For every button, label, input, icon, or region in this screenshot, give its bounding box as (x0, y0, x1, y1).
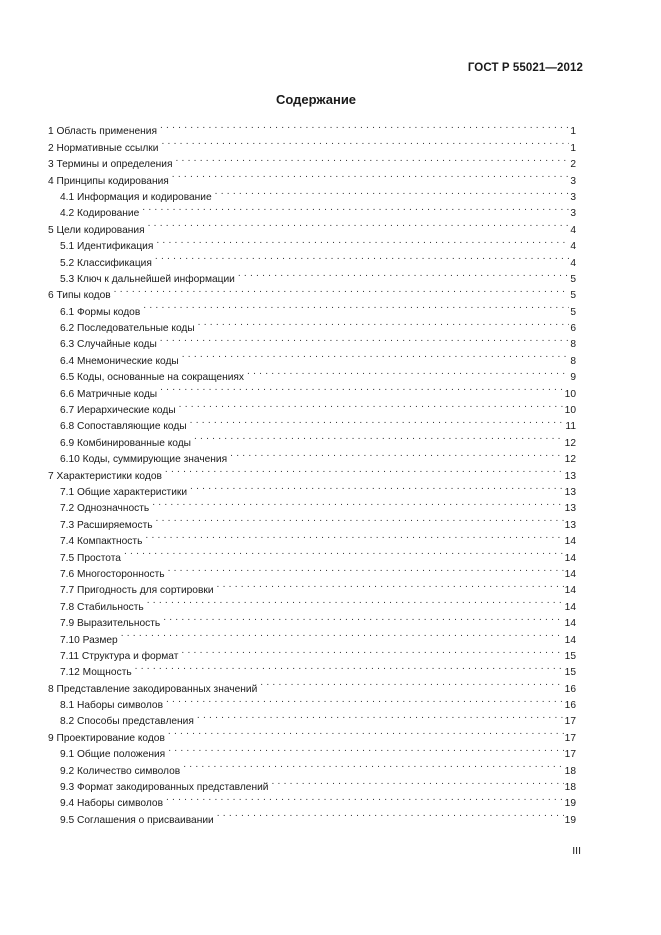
toc-dot-leader (165, 462, 564, 478)
toc-entry-title: 5.1 Идентификация (60, 241, 154, 253)
toc-dot-leader (181, 643, 563, 659)
toc-entry-page: 14 (564, 634, 576, 646)
toc-entry-page: 15 (564, 667, 576, 679)
toc-entry-page: 17 (564, 749, 576, 761)
toc-entry-page: 12 (564, 454, 576, 466)
document-code-header: ГОСТ Р 55021—2012 (467, 62, 583, 74)
toc-dot-leader (161, 134, 569, 150)
toc-section-entry[interactable] (48, 118, 576, 138)
toc-dot-leader (168, 561, 564, 577)
toc-entry-title: 7.5 Простота (60, 552, 121, 564)
toc-entry-title: 6.7 Иерархические коды (60, 405, 176, 417)
toc-entry-page: 2 (570, 159, 576, 171)
toc-entry-page: 5 (570, 290, 576, 302)
toc-entry-page: 15 (564, 650, 576, 662)
toc-dot-leader (238, 266, 569, 282)
toc-dot-leader (217, 577, 564, 593)
toc-dot-leader (148, 216, 570, 232)
toc-dot-leader (135, 659, 564, 675)
toc-dot-leader (271, 774, 563, 790)
toc-entry-page: 3 (570, 191, 576, 203)
toc-dot-leader (166, 692, 564, 708)
toc-entry-title: 6.5 Коды, основанные на сокращениях (60, 372, 245, 384)
toc-entry-title: 7.2 Однозначность (60, 503, 150, 515)
toc-dot-leader (142, 200, 569, 216)
toc-entry-page: 19 (564, 814, 576, 826)
toc-entry-page: 6 (570, 323, 576, 335)
toc-entry-page: 19 (564, 798, 576, 810)
toc-entry-page: 3 (570, 175, 576, 187)
toc-entry-title: 7.8 Стабильность (60, 601, 144, 613)
toc-entry-title: 6.2 Последовательные коды (60, 323, 195, 335)
toc-entry-title: 6 Типы кодов (48, 290, 111, 302)
toc-dot-leader (168, 724, 564, 740)
toc-entry-title: 8 Представление закодированных значений (48, 683, 258, 695)
toc-entry-page: 14 (564, 601, 576, 613)
toc-entry-title: 9.2 Количество символов (60, 765, 181, 777)
toc-entry-page: 16 (564, 700, 576, 712)
toc-dot-leader (182, 347, 570, 363)
toc-entry-title: 8.2 Способы представления (60, 716, 194, 728)
toc-entry-title: 6.4 Мнемонические коды (60, 355, 179, 367)
page-number: III (572, 845, 581, 857)
toc-entry-title: 2 Нормативные ссылки (48, 142, 159, 154)
toc-entry-title: 6.8 Сопоставляющие коды (60, 421, 187, 433)
toc-dot-leader (156, 233, 569, 249)
toc-entry-page: 10 (564, 405, 576, 417)
toc-entry-title: 3 Термины и определения (48, 159, 173, 171)
toc-entry-page: 14 (564, 536, 576, 548)
toc-dot-leader (194, 429, 564, 445)
toc-entry-title: 4.1 Информация и кодирование (60, 191, 212, 203)
toc-dot-leader (175, 151, 569, 167)
toc-dot-leader (160, 118, 569, 134)
toc-entry-title: 9.1 Общие положения (60, 749, 166, 761)
toc-title: Содержание (275, 92, 357, 107)
toc-entry-title: 9 Проектирование кодов (48, 732, 165, 744)
toc-dot-leader (217, 806, 564, 822)
toc-entry-page: 1 (570, 126, 576, 138)
toc-subsection-entry[interactable] (48, 298, 576, 318)
toc-dot-leader (260, 675, 563, 691)
toc-entry-title: 7.12 Мощность (60, 667, 132, 679)
toc-entry-title: 9.5 Соглашения о присваивании (60, 814, 214, 826)
toc-subsection-entry[interactable] (48, 561, 576, 580)
toc-dot-leader (114, 282, 570, 298)
toc-entry-title: 7 Характеристики кодов (48, 470, 162, 482)
toc-entry-page: 18 (564, 782, 576, 794)
toc-entry-title: 7.9 Выразительность (60, 618, 161, 630)
toc-dot-leader (124, 544, 564, 560)
toc-entry-page: 13 (564, 470, 576, 482)
toc-entry-title: 7.6 Многосторонность (60, 568, 165, 580)
toc-subsection-entry[interactable] (48, 626, 576, 646)
toc-entry-page: 4 (570, 224, 576, 236)
toc-dot-leader (190, 479, 564, 495)
toc-dot-leader (198, 315, 570, 331)
toc-entry-title: 7.4 Компактность (60, 536, 143, 548)
toc-entry-page: 13 (564, 486, 576, 498)
toc-entry-page: 12 (564, 437, 576, 449)
toc-entry-page: 8 (570, 355, 576, 367)
toc-dot-leader (160, 380, 564, 396)
toc-entry-page: 17 (564, 716, 576, 728)
toc-entry-title: 1 Область применения (48, 126, 157, 138)
toc-entry-page: 14 (564, 552, 576, 564)
toc-entry-title: 6.1 Формы кодов (60, 306, 141, 318)
toc-dot-leader (145, 528, 563, 544)
toc-dot-leader (230, 446, 564, 462)
toc-dot-leader (197, 708, 564, 724)
toc-entry-page: 11 (565, 421, 576, 433)
toc-entry-title: 4.2 Кодирование (60, 208, 140, 220)
toc-entry-title: 6.9 Комбинированные коды (60, 437, 191, 449)
toc-dot-leader (166, 790, 564, 806)
toc-entry-page: 16 (564, 683, 576, 695)
toc-dot-leader (155, 249, 569, 265)
toc-entry-page: 14 (564, 568, 576, 580)
toc-dot-leader (183, 757, 563, 773)
toc-dot-leader (172, 167, 570, 183)
toc-dot-leader (163, 610, 563, 626)
toc-entry-page: 9 (570, 372, 576, 384)
toc-entry-title: 7.10 Размер (60, 634, 118, 646)
toc-entry-title: 9.3 Формат закодированных представлений (60, 782, 269, 794)
toc-dot-leader (160, 331, 570, 347)
toc-entry-page: 17 (564, 732, 576, 744)
toc-dot-leader (247, 364, 569, 380)
toc-entry-page: 10 (564, 388, 576, 400)
toc-entry-title: 6.10 Коды, суммирующие значения (60, 454, 228, 466)
toc-entry-page: 4 (570, 241, 576, 253)
toc-entry-page: 14 (564, 618, 576, 630)
toc-entry-page: 13 (564, 503, 576, 515)
toc-entry-title: 4 Принципы кодирования (48, 175, 169, 187)
toc-entry-title: 7.1 Общие характеристики (60, 486, 188, 498)
toc-entry-title: 7.11 Структура и формат (60, 650, 179, 662)
toc-dot-leader (152, 495, 563, 511)
toc-entry-title: 5.3 Ключ к дальнейшей информации (60, 273, 235, 285)
toc-entry-page: 3 (570, 208, 576, 220)
toc-subsection-entry[interactable] (48, 544, 576, 564)
toc-dot-leader (190, 413, 565, 429)
toc-entry-page: 5 (570, 273, 576, 285)
toc-entry-page: 4 (570, 257, 576, 269)
toc-entry-title: 8.1 Наборы символов (60, 700, 163, 712)
toc-entry-title: 5.2 Классификация (60, 257, 152, 269)
table-of-contents (48, 118, 576, 826)
toc-entry-page: 18 (564, 765, 576, 777)
toc-dot-leader (215, 184, 570, 200)
toc-dot-leader (156, 511, 564, 527)
toc-entry-page: 1 (570, 142, 576, 154)
toc-dot-leader (179, 397, 564, 413)
toc-entry-title: 6.3 Случайные коды (60, 339, 157, 351)
toc-entry-title: 7.3 Расширяемость (60, 519, 153, 531)
toc-dot-leader (168, 741, 563, 757)
toc-entry-title: 7.7 Пригодность для сортировки (60, 585, 214, 597)
toc-entry-page: 8 (570, 339, 576, 351)
toc-dot-leader (143, 298, 569, 314)
toc-dot-leader (147, 593, 564, 609)
toc-entry-page: 5 (570, 306, 576, 318)
toc-entry-page: 14 (564, 585, 576, 597)
toc-entry-title: 6.6 Матричные коды (60, 388, 158, 400)
toc-entry-title: 5 Цели кодирования (48, 224, 145, 236)
toc-entry-title: 9.4 Наборы символов (60, 798, 163, 810)
toc-dot-leader (121, 626, 564, 642)
toc-subsection-entry[interactable] (48, 643, 576, 662)
toc-section-entry[interactable] (48, 282, 576, 302)
toc-entry-page: 13 (564, 519, 576, 531)
